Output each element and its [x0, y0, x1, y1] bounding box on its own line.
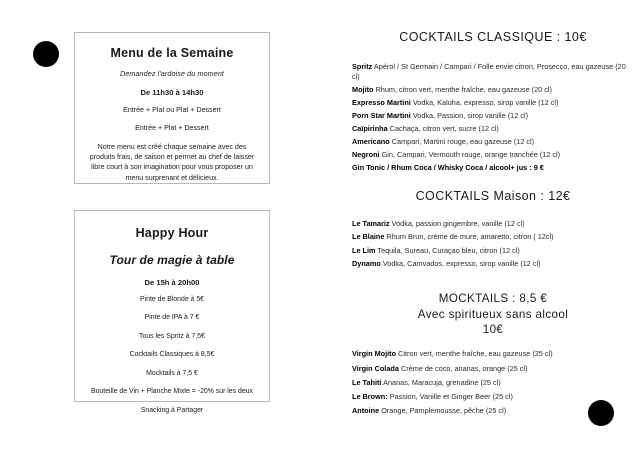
drink-description: Crème de coco, ananas, orange (25 cl) [400, 363, 528, 373]
drink-item [352, 111, 634, 121]
drink-description: Campari, Martini rouge, eau gazeuse (12 cl) [391, 137, 535, 147]
drink-name: Expresso Martini [352, 97, 411, 107]
weekly-menu-formula-2: Entrée + Plat + Dessert [135, 123, 209, 132]
happy-hour-item: Snacking à Partager [140, 406, 204, 414]
drink-item [352, 378, 634, 388]
drink-item [352, 85, 634, 95]
drink-name: Virgin Colada [352, 363, 399, 373]
drink-description: Citron vert, menthe fraîche, eau gazeuse (25 cl) [398, 349, 553, 359]
drink-description: Vodka, Camvados, expresso, sirop vanille (12 cl) [382, 259, 541, 269]
drink-name: Le Blaine [352, 232, 385, 242]
drink-description: Ananas, Maracuja, grenadine (25 cl) [383, 377, 501, 387]
drink-item [352, 259, 634, 269]
drink-name: Le Lim [352, 245, 376, 255]
drink-item [352, 98, 634, 108]
drink-item [352, 406, 634, 416]
happy-hour-item: Pinte de Blonde à 5€ [140, 296, 204, 303]
happy-hour-tagline: Tour de magie à table [109, 253, 235, 267]
drink-name: Porn Star Martini [352, 110, 411, 120]
drink-description: Apérol / St Germain / Campari / Folle envie citron, Prosecco, eau gazeuse (20 cl) [352, 61, 626, 81]
weekly-menu-panel [74, 32, 270, 184]
drink-description: Gin, Campari, Vermouth rouge, orange tranchée (12 cl) [381, 150, 561, 160]
drink-description: Vodka, Passion, sirop vanille (12 cl) [412, 110, 529, 120]
happy-hour-title: Happy Hour [135, 226, 209, 240]
mocktails-heading [352, 291, 634, 337]
drink-item [352, 150, 634, 160]
drink-name: Virgin Mojito [352, 349, 397, 359]
weekly-menu-hours: De 11h30 à 14h30 [140, 88, 204, 97]
drink-name: Le Tamariz [352, 218, 390, 228]
happy-hour-item: Cocktails Classiques à 8,5€ [129, 351, 215, 359]
drink-name: Dynamo [352, 259, 381, 269]
cocktails-maison-heading: COCKTAILS Maison : 12€ [415, 189, 571, 204]
happy-hour-hours: De 15h à 20h00 [144, 278, 200, 287]
drink-item [352, 246, 634, 256]
corner-dot-top-left [33, 41, 59, 67]
drink-description: Cachaça, citron vert, sucre (12 cl) [389, 123, 499, 133]
happy-hour-item: Tous les Spritz à 7,5€ [139, 332, 205, 340]
drink-item [352, 392, 634, 402]
drink-name: Negroni [352, 150, 380, 160]
drink-name: Antoine [352, 406, 380, 416]
drink-name: Mojito [352, 84, 374, 94]
cocktails-classique-list [352, 62, 634, 174]
cocktails-classique-heading: COCKTAILS CLASSIQUE : 10€ [399, 30, 587, 44]
drink-name: Caïpirinha [352, 123, 388, 133]
drink-description: Passion, Vanille et Ginger Beer (25 cl) [389, 392, 513, 402]
drink-name: Spritz [352, 61, 373, 71]
happy-hour-item: Mocktails à 7,5 € [146, 369, 198, 377]
drink-description: Orange, Pamplemousse, pêche (25 cl) [381, 406, 507, 416]
drink-item [352, 62, 634, 82]
happy-hour-item: Bouteille de Vin + Planche Mixte = -20% sur les deux [91, 388, 253, 396]
drink-item [352, 219, 634, 229]
drink-name: Le Brown: [352, 392, 388, 402]
classique-extra-line: Gin Tonic / Rhum Coca / Whisky Coca / alcool+ jus : 9 € [352, 163, 544, 173]
cocktails-maison-list [352, 219, 634, 269]
drink-name: Le Tahiti [352, 377, 382, 387]
drink-item [352, 349, 634, 359]
left-column [74, 32, 270, 414]
weekly-menu-description: Notre menu est créé chaque semaine avec des produits frais, de saison et permet au chef de laisser libre court à son imagination pour vous proposer un menu surprenant et délicieux. [89, 142, 255, 182]
drink-description: Rhum, citron vert, menthe fraîche, eau gazeuse (20 cl) [375, 84, 552, 94]
right-column [352, 30, 634, 421]
drink-item [352, 124, 634, 134]
drink-item [352, 232, 634, 242]
happy-hour-item: Pinte de IPA à 7 € [144, 314, 200, 322]
mocktails-heading-line-1: MOCKTAILS : 8,5 € [438, 292, 548, 306]
drink-description: Tequila, Sureau, Curaçao bleu, citron (12 cl) [377, 245, 520, 255]
drink-item [352, 364, 634, 374]
drink-description: Vodka, passion gingembre, vanille (12 cl) [391, 218, 525, 228]
weekly-menu-formula-1: Entrée + Plat ou Plat + Dessert [123, 106, 221, 114]
drink-name: Americano [352, 137, 390, 147]
mocktails-list [352, 349, 634, 416]
mocktails-heading-line-2: Avec spiritueux sans alcool [417, 307, 569, 321]
drink-description: Rhum Brun, crème de mure, amaretto, citron ( 12cl) [386, 232, 554, 242]
drink-description: Vodka, Kaluha, expresso, sirop vanille (12 cl) [412, 97, 559, 107]
mocktails-heading-line-3: 10€ [482, 322, 504, 336]
drink-item [352, 137, 634, 147]
happy-hour-panel [74, 210, 270, 414]
weekly-menu-title: Menu de la Semaine [110, 46, 234, 60]
weekly-menu-subtitle: Demandez l'ardoise du moment [119, 69, 225, 78]
